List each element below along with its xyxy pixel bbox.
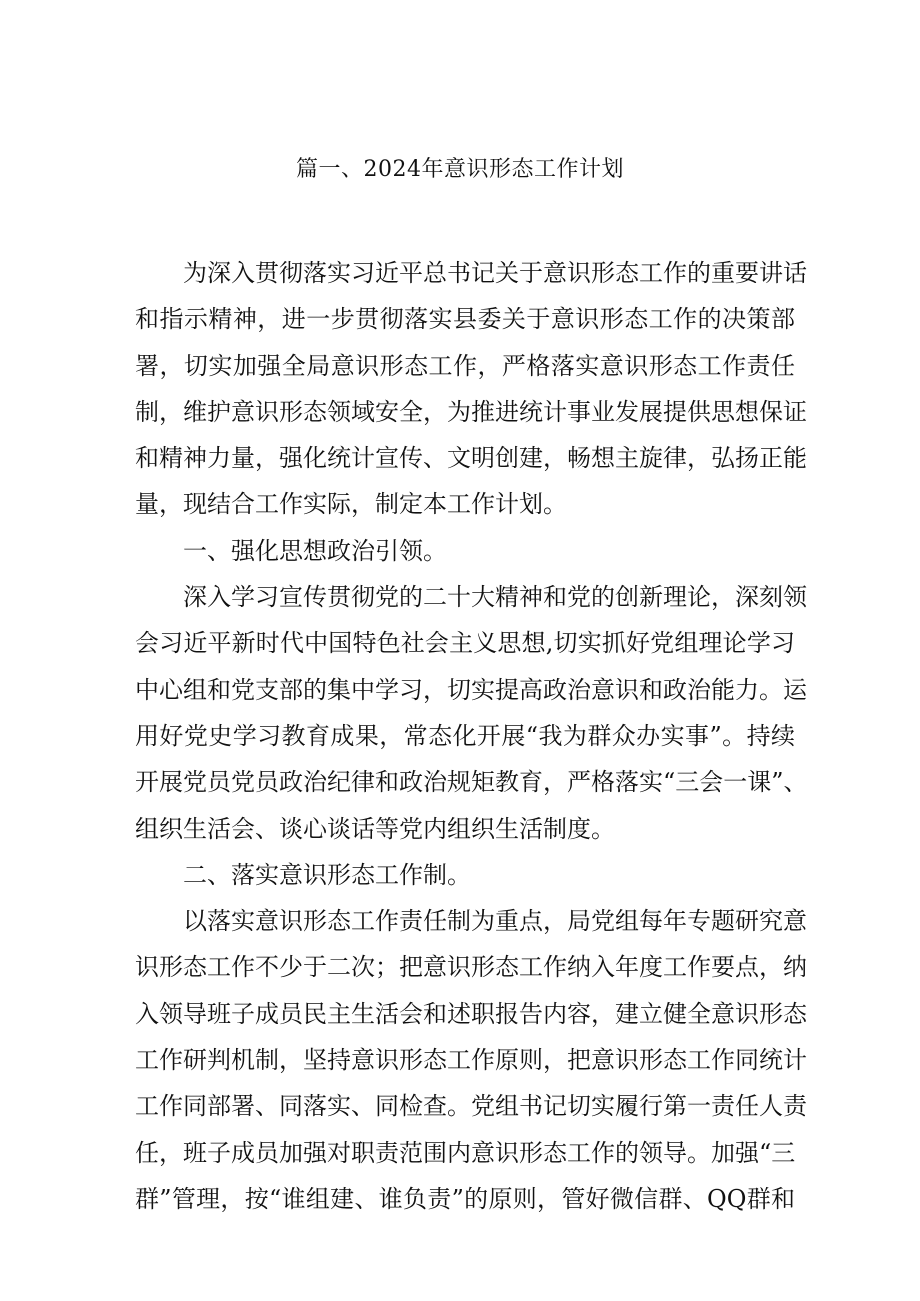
text-line: 群”管理，按“谁组建、谁负责”的原则，管好微信群、QQ群和 — [135, 1184, 795, 1213]
text-line: 会习近平新时代中国特色社会主义思想,切实抓好党组理论学习 — [135, 629, 795, 658]
text-line: 制，维护意识形态领域安全，为推进统计事业发展提供思想保证 — [135, 397, 807, 426]
text-line: 入领导班子成员民主生活会和述职报告内容，建立健全意识形态 — [135, 999, 807, 1028]
text-line: 任，班子成员加强对职责范围内意识形态工作的领导。加强“三 — [135, 1138, 796, 1167]
document-title: 篇一、2024年意识形态工作计划 — [296, 157, 624, 182]
text-line: 和精神力量，强化统计宣传、文明创建，畅想主旋律，弘扬正能 — [135, 444, 807, 473]
text-line: 量，现结合工作实际，制定本工作计划。 — [135, 490, 567, 519]
text-line: 组织生活会、谈心谈话等党内组织生活制度。 — [135, 814, 615, 843]
text-line: 工作同部署、同落实、同检查。党组书记切实履行第一责任人责 — [135, 1092, 807, 1121]
text-line: 开展党员党员政治纪律和政治规矩教育，严格落实“三会一课”、 — [135, 768, 808, 797]
text-line: 识形态工作不少于二次；把意识形态工作纳入年度工作要点，纳 — [135, 953, 807, 982]
text-line: 用好党史学习教育成果，常态化开展“我为群众办实事”。持续 — [135, 721, 795, 750]
text-line: 署，切实加强全局意识形态工作，严格落实意识形态工作责任 — [135, 351, 795, 380]
text-line: 一、强化思想政治引领。 — [183, 536, 447, 565]
text-line: 以落实意识形态工作责任制为重点，局党组每年专题研究意 — [183, 907, 807, 936]
text-line: 和指示精神，进一步贯彻落实县委关于意识形态工作的决策部 — [135, 305, 795, 334]
text-line: 深入学习宣传贯彻党的二十大精神和党的创新理论，深刻领 — [183, 583, 807, 612]
document-body — [135, 250, 808, 1222]
text-line: 中心组和党支部的集中学习，切实提高政治意识和政治能力。运 — [135, 675, 807, 704]
text-line: 为深入贯彻落实习近平总书记关于意识形态工作的重要讲话 — [183, 259, 807, 287]
text-line: 工作研判机制，坚持意识形态工作原则，把意识形态工作同统计 — [135, 1046, 807, 1075]
text-line: 二、落实意识形态工作制。 — [183, 860, 471, 889]
